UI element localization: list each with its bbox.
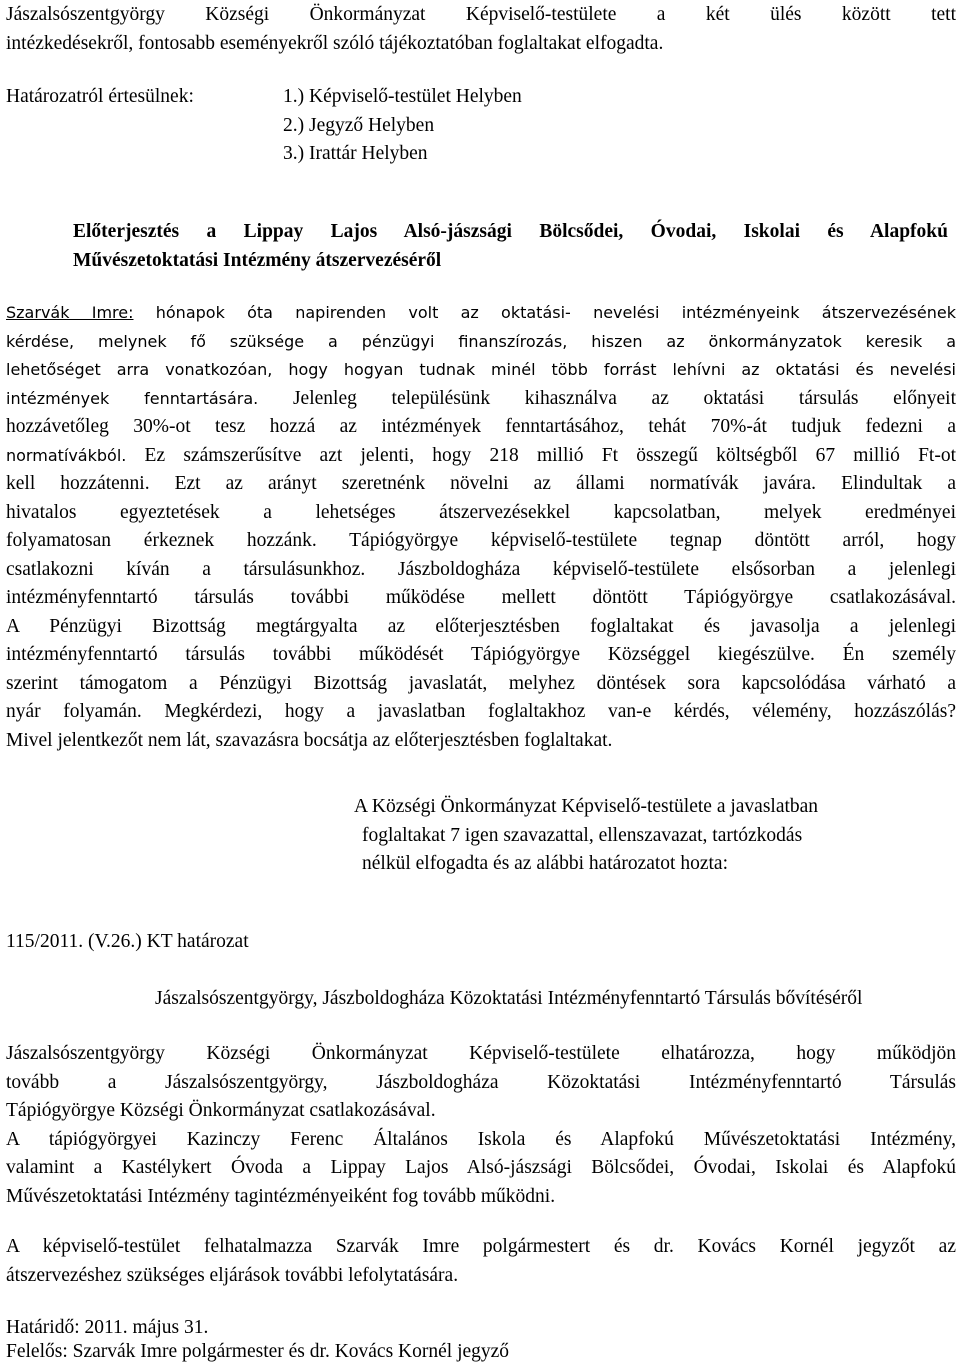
resolution-paragraph (6, 1040, 956, 1211)
speech-line: folyamatosan érkeznek hozzánk. Tápiógyörgye képviselő-testülete tegnap döntött arról, hogy (6, 530, 956, 551)
speech-line: Szarvák Imre: hónapok óta napirenden volt az oktatási- nevelési intézményeink átszervezésének (6, 303, 956, 322)
speech-line: Mivel jelentkezőt nem lát, szavazásra bocsátja az előterjesztésben foglaltakat. (6, 729, 613, 751)
speech-line: intézményfenntartó társulás további működését Tápiógyörgye Községgel kiegészülve. Én személy (6, 644, 956, 665)
vote-line: nélkül elfogadta és az alábbi határozatot hozta: (362, 853, 728, 874)
resolution-title: Jászalsószentgyörgy, Jászboldogháza Közoktatási Intézményfenntartó Társulás bővítéséről (155, 988, 863, 1009)
notify-item: 1.) Képviselő-testület Helyben (283, 86, 522, 107)
speech-line: szerint támogatom a Pénzügyi Bizottság javaslatát, melyhez döntések sora kapcsolódása várható a (6, 672, 956, 694)
speech-line: intézmények fenntartására. Jelenleg településünk kihasználva az oktatási társulás előnyeit (6, 387, 956, 409)
resolution-line: Tápiógyörgye Községi Önkormányzat csatlakozásával. (6, 1100, 436, 1121)
notify-item: 2.) Jegyző Helyben (283, 114, 435, 136)
speech-line: csatlakozni kíván a társulásunkhoz. Jászboldogháza képviselő-testülete elsősorban a jelenlegi (6, 558, 956, 580)
heading-line: Művészetoktatási Intézmény átszervezéséről (73, 249, 442, 271)
speech-line: lehetőséget arra vonatkozóan, hogy hogyan tudnak minél több forrást lehívni az oktatási és nevelési (6, 360, 956, 379)
resolution-line: Művészetoktatási Intézmény tagintézményeiként fog tovább működni. (6, 1185, 556, 1207)
authorization-line: átszervezéshez szükséges eljárások további lefolytatására. (6, 1264, 459, 1286)
speech-line: intézményfenntartó társulás további működése mellett döntött Tápiógyörgye csatlakozásával. (6, 587, 956, 608)
resolution-line: tovább a Jászalsószentgyörgy, Jászboldogháza Közoktatási Intézményfenntartó Társulás (6, 1071, 956, 1093)
speech-line: kell hozzátenni. Ezt az arányt szeretnénk növelni az állami normatívák javára. Elindultak a (6, 473, 956, 494)
notify-item: 3.) Irattár Helyben (283, 143, 428, 164)
speech-paragraph (6, 299, 956, 755)
intro-paragraph (6, 1, 956, 58)
vote-line: A Községi Önkormányzat Képviselő-testülete a javaslatban (354, 796, 819, 817)
vote-result (354, 793, 818, 879)
vote-line: foglaltakat 7 igen szavazattal, ellenszavazat, tartózkodás (362, 824, 803, 846)
notify-list (283, 83, 522, 169)
notify-label: Határozatról értesülnek: (6, 86, 194, 107)
agenda-heading (73, 218, 948, 275)
intro-line: intézkedésekről, fontosabb eseményekről szóló tájékoztatóban foglaltakat elfogadta. (6, 32, 664, 54)
speech-line: normatívákból. Ez számszerűsítve azt jelenti, hogy 218 millió Ft összegű költségből 67 millió Ft-ot (6, 444, 956, 466)
intro-line: Jászalsószentgyörgy Községi Önkormányzat Képviselő-testülete a két ülés között tett (6, 4, 956, 25)
speech-line: kérdése, melynek fő szüksége a pénzügyi finanszírozás, hiszen az önkormányzatok keresik a (6, 331, 956, 351)
deadline: Határidő: 2011. május 31. (6, 1317, 209, 1338)
speech-line: A Pénzügyi Bizottság megtárgyalta az előterjesztésben foglaltakat és javasolja a jelenlegi (6, 615, 956, 637)
responsible: Felelős: Szarvák Imre polgármester és dr. Kovács Kornél jegyző (6, 1341, 510, 1362)
speaker-name: Szarvák Imre: (6, 303, 134, 322)
authorization-paragraph (6, 1233, 956, 1290)
resolution-line: valamint a Kastélykert Óvoda a Lippay Lajos Alsó-jászsági Bölcsődei, Óvodai, Iskolai és Alapfokú (6, 1157, 956, 1178)
speech-line: nyár folyamán. Megkérdezi, hogy a javaslatban foglaltakhoz van-e kérdés, vélemény, hozzászólás? (6, 701, 956, 722)
resolution-line: A tápiógyörgyei Kazinczy Ferenc Általános Iskola és Alapfokú Művészetoktatási Intézmény, (6, 1128, 956, 1150)
resolution-number: 115/2011. (V.26.) KT határozat (6, 931, 249, 952)
speech-line: hivatalos egyeztetések a lehetséges átszervezésekkel kapcsolatban, melyek eredményei (6, 501, 956, 523)
authorization-line: A képviselő-testület felhatalmazza Szarvák Imre polgármestert és dr. Kovács Kornél jegyzőt az (6, 1236, 956, 1257)
resolution-line: Jászalsószentgyörgy Községi Önkormányzat Képviselő-testülete elhatározza, hogy működjön (6, 1043, 956, 1064)
heading-line: Előterjesztés a Lippay Lajos Alsó-jászsági Bölcsődei, Óvodai, Iskolai és Alapfokú (73, 221, 948, 242)
speech-line: hozzávetőleg 30%-ot tesz hozzá az intézmények fenntartásához, tehát 70%-át tudjuk fedezni a (6, 416, 956, 437)
